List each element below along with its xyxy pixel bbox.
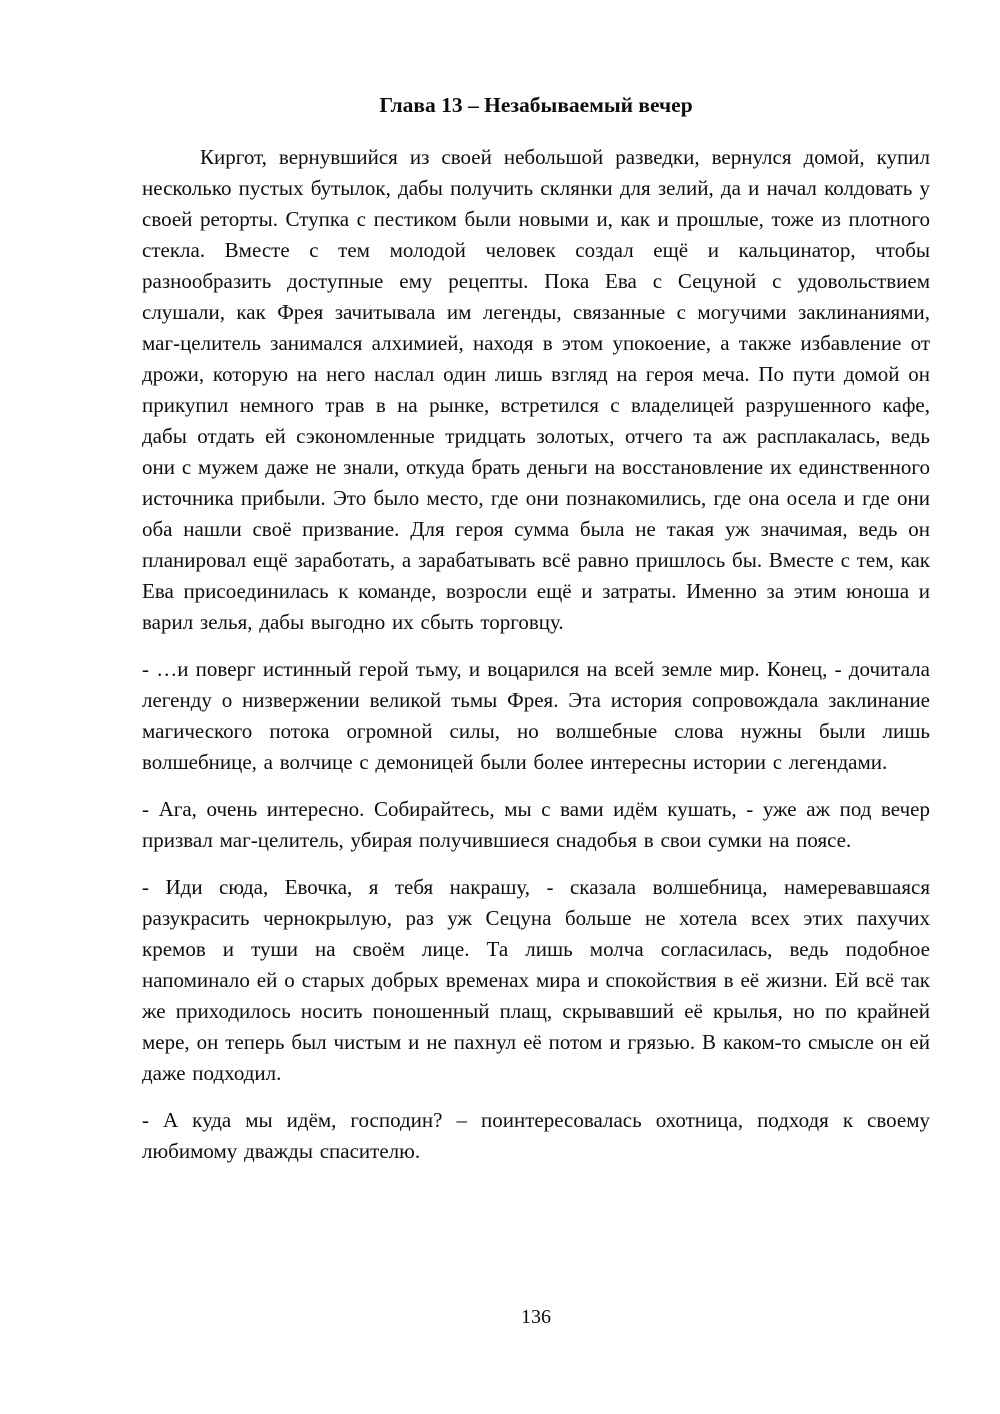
paragraph-dialogue-3: - Иди сюда, Евочка, я тебя накрашу, - сказала волшебница, намеревавшаяся разукрасить чернокрылую, раз уж Сецуна больше не хотела всех этих пахучих кремов и туши на своём лице. Та лишь молча согласилась, ведь подобное напоминало ей о старых добрых временах мира и спокойствия в её жизни. Ей всё так же приходилось носить поношенный плащ, скрывавший её крылья, но по крайней мере, он теперь был чистым и не пахнул её потом и грязью. В каком-то смысле он ей даже подходил.	[142, 875, 930, 1085]
page-number: 136	[521, 1306, 551, 1328]
paragraph-narrative-1: Киргот, вернувшийся из своей небольшой разведки, вернулся домой, купил несколько пустых бутылок, дабы получить склянки для зелий, да и начал колдовать у своей реторты. Ступка с пестиком были новыми и, как и прошлые, тоже из плотного стекла. Вместе с тем молодой человек создал ещё и кальцинатор, чтобы разнообразить доступные ему рецепты. Пока Ева с Сецуной с удовольствием слушали, как Фрея зачитывала им легенды, связанные с могучими заклинаниями, маг-целитель занимался алхимией, находя в этом упокоение, а также избавление от дрожи, которую на него наслал один лишь взгляд на героя меча. По пути домой он прикупил немного трав в на рынке, встретился с владелицей разрушенного кафе, дабы отдать ей сэкономленные тридцать золотых, отчего та аж расплакалась, ведь они с мужем даже не знали, откуда брать деньги на восстановление их единственного источника прибыли. Это было место, где они познакомились, где она осела и где они оба нашли своё призвание. Для героя сумма была не такая уж значимая, ведь он планировал ещё заработать, а зарабатывать всё равно пришлось бы. Вместе с тем, как Ева присоединилась к команде, возросли ещё и затраты. Именно за этим юноша и варил зелья, дабы выгодно их сбыть торговцу.	[142, 145, 930, 634]
paragraph-dialogue-1: - …и поверг истинный герой тьму, и воцарился на всей земле мир. Конец, - дочитала легенду о низвержении великой тьмы Фрея. Эта история сопровождала заклинание магического потока огромной силы, но волшебные слова нужны были лишь волшебнице, а волчице с демоницей были более интересны истории с легендами.	[142, 657, 930, 774]
chapter-title: Глава 13 – Незабываемый вечер	[379, 93, 693, 117]
text-column	[142, 90, 930, 1183]
paragraph-dialogue-4: - А куда мы идём, господин? – поинтересовалась охотница, подходя к своему любимому дважды спасителю.	[142, 1108, 930, 1163]
paragraph-dialogue-2: - Ага, очень интересно. Собирайтесь, мы с вами идём кушать, - уже аж под вечер призвал маг-целитель, убирая получившиеся снадобья в свои сумки на поясе.	[142, 797, 930, 852]
